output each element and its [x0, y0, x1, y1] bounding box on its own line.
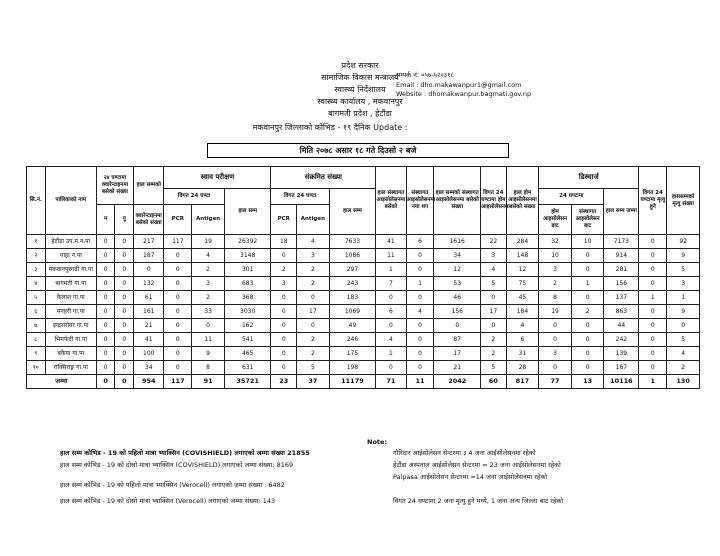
cell-death24: 0	[639, 333, 667, 347]
cell-i-pcr: 0	[271, 319, 297, 333]
cell-c3: 4	[506, 319, 539, 333]
cell-ag: 2	[192, 263, 225, 277]
cell-d-total: 139	[604, 347, 639, 361]
cell-c1: 53	[434, 277, 481, 291]
note-verocell-second: हाल सम्म कोभिड - 19 को दोस्रो मात्रा भ्याक्सिन (Verocell) लगाएको जम्मा संख्या: 143	[60, 497, 276, 505]
cell-i-total: 175	[329, 347, 376, 361]
cell-d-home: 32	[539, 235, 572, 249]
cell-ag: 8	[192, 361, 225, 375]
note-deaths: विगत 24 घण्टामा 2 जना मृत्यु हुने मध्ये, 1 जना अन्य जिल्ला बाट रहेको	[393, 497, 564, 505]
cell-m: 0	[96, 277, 115, 291]
cell-m: 0	[96, 347, 115, 361]
cell-ag: 3	[192, 277, 225, 291]
col-inf-pcr: PCR	[271, 205, 297, 235]
cell-q: 61	[134, 291, 164, 305]
cell-ag: 33	[192, 305, 225, 319]
cell-sn: १	[27, 235, 46, 249]
col-inf-antigen: Antigen	[297, 205, 330, 235]
total-swab: 35721	[224, 375, 271, 389]
cell-p: 0	[115, 305, 134, 319]
cell-p: 0	[115, 361, 134, 375]
cell-death: 3	[667, 277, 700, 291]
cell-m: 0	[96, 333, 115, 347]
cell-d-home: 0	[539, 361, 572, 375]
cell-palika-name: कैलाश गा.पा	[45, 291, 96, 305]
cell-iso-new: 1	[406, 277, 434, 291]
total-iso: 71	[376, 375, 406, 389]
cell-c1: 0	[434, 319, 481, 333]
total-d-inst: 13	[571, 375, 604, 389]
cell-c3: 184	[506, 305, 539, 319]
table-row	[27, 235, 700, 249]
cell-pcr: 0	[164, 277, 192, 291]
cell-d-inst: 0	[571, 291, 604, 305]
date-line: मिति २०७८ असार १८ गते दिउसो २ बजे	[207, 143, 509, 158]
cell-c1: 1616	[434, 235, 481, 249]
cell-iso-new: 0	[406, 319, 434, 333]
total-i-pcr: 23	[271, 375, 297, 389]
cell-iso-new: 0	[406, 291, 434, 305]
cell-i-total: 1069	[329, 305, 376, 319]
total-d-total: 10116	[604, 375, 639, 389]
table-row	[27, 319, 700, 333]
header-line-1: प्रदेश सरकार	[341, 61, 379, 70]
cell-i-pcr: 0	[271, 305, 297, 319]
cell-iso: 41	[376, 235, 406, 249]
cell-i-ag: 0	[297, 291, 330, 305]
cell-iso: 0	[376, 291, 406, 305]
cell-d-home: 2	[539, 277, 572, 291]
cell-c3: 148	[506, 249, 539, 263]
cell-c2: 0	[481, 319, 507, 333]
cell-palika-name: बकैया गा.पा	[45, 347, 96, 361]
cell-m: 0	[96, 361, 115, 375]
notes-title: Note:	[367, 438, 388, 446]
cell-death24: 0	[639, 235, 667, 249]
cell-ag: 19	[192, 235, 225, 249]
col-current-total: हाल सम्मको	[134, 167, 164, 205]
cell-d-home: 3	[539, 347, 572, 361]
cell-iso: 4	[376, 333, 406, 347]
cell-c2: 5	[481, 361, 507, 375]
cell-c2: 17	[481, 305, 507, 319]
cell-pcr: 0	[164, 249, 192, 263]
table-row	[27, 277, 700, 291]
cell-swab: 301	[224, 263, 271, 277]
cell-c1: 46	[434, 291, 481, 305]
cell-swab: 3030	[224, 305, 271, 319]
cell-death: 1	[667, 291, 700, 305]
cell-c3: 28	[506, 361, 539, 375]
cell-c2: 3	[481, 249, 507, 263]
cell-death24: 0	[639, 319, 667, 333]
cell-d-home: 10	[539, 249, 572, 263]
cell-d-inst: 1	[571, 277, 604, 291]
col-swab-antigen: Antigen	[192, 205, 225, 235]
cell-i-ag: 2	[297, 333, 330, 347]
cell-i-ag: 3	[297, 249, 330, 263]
cell-death: 92	[667, 235, 700, 249]
cell-swab: 162	[224, 319, 271, 333]
cell-sn: ८	[27, 333, 46, 347]
total-q: 954	[134, 375, 164, 389]
table-row	[27, 263, 700, 277]
col-pu: पु	[115, 205, 134, 235]
header-line-3: स्वास्थ्य निर्देशालय	[334, 85, 386, 94]
total-m: 0	[96, 375, 115, 389]
cell-death: 5	[667, 333, 700, 347]
cell-c3: 12	[506, 263, 539, 277]
cell-d-inst: 0	[571, 263, 604, 277]
cell-swab: 3148	[224, 249, 271, 263]
cell-c3: 6	[506, 333, 539, 347]
header-line-2: सामाजिक विकास मन्त्रालय	[321, 73, 399, 82]
cell-death: 9	[667, 249, 700, 263]
table-row	[27, 347, 700, 361]
total-c2: 60	[481, 375, 507, 389]
col-age-group: २४ घण्टामा क्वारेन्टाइनमा बसेको संख्या	[96, 167, 133, 205]
cell-swab: 683	[224, 277, 271, 291]
cell-swab: 541	[224, 333, 271, 347]
header-line-4: स्वास्थ्य कार्यालय , मकवानपुर	[317, 97, 403, 106]
cell-pcr: 0	[164, 319, 192, 333]
total-i-total: 11179	[329, 375, 376, 389]
cell-death: 0	[667, 319, 700, 333]
table-row	[27, 361, 700, 375]
cell-pcr: 0	[164, 361, 192, 375]
cell-death24: 0	[639, 347, 667, 361]
cell-p: 0	[115, 333, 134, 347]
cell-q: 0	[134, 263, 164, 277]
cell-q: 41	[134, 333, 164, 347]
col-quarantine: क्वारेन्टाइनमा बसेको संख्या	[134, 205, 164, 235]
cell-d-total: 44	[604, 319, 639, 333]
cell-pcr: 0	[164, 291, 192, 305]
cell-palika-name: भिमफेदी गा.पा	[45, 333, 96, 347]
cell-palika-name: हेटौंडा उप.म.न.पा	[45, 235, 96, 249]
note-covishield-first: हाल सम्म कोभिड - 19 को पहिलो मात्रा भ्याक्सिन (COVISHIELD) लगाएको जम्मा संख्या 21855	[60, 449, 310, 457]
cell-palika-name: इन्द्रसरोवर गा.पा	[45, 319, 96, 333]
cell-m: 0	[96, 291, 115, 305]
note-covishield-second: हाल सम्म कोभिड - 19 को दोस्रो मात्रा भ्याक्सिन (COVISHIELD) लगाएको जम्मा संख्या: 8169	[60, 461, 294, 469]
cell-iso: 11	[376, 249, 406, 263]
cell-pcr: 0	[164, 333, 192, 347]
col-palika: पालिकाको नाम	[45, 167, 96, 235]
cell-palika-name: मकवानपुरगढी गा.पा	[45, 263, 96, 277]
cell-d-total: 914	[604, 249, 639, 263]
cell-iso: 6	[376, 305, 406, 319]
cell-iso: 1	[376, 347, 406, 361]
total-death24: 1	[639, 375, 667, 389]
note-hetauda-hospital: हेटौंडा अस्पताल आईसोलेसन सेन्टरमा = 23 जना आईसोलेसनमा रहेको	[393, 461, 561, 469]
cell-i-total: 297	[329, 263, 376, 277]
total-label: जम्मा	[27, 375, 97, 389]
cell-d-inst: 2	[571, 305, 604, 319]
cell-iso-new: 4	[406, 305, 434, 319]
col-inf-till-now: हाल सम्म	[329, 189, 376, 235]
cell-q: 132	[134, 277, 164, 291]
cell-i-pcr: 2	[271, 263, 297, 277]
cell-pcr: 117	[164, 235, 192, 249]
cell-iso: 0	[376, 361, 406, 375]
cell-p: 0	[115, 347, 134, 361]
col-sn: सि.नं.	[27, 167, 46, 235]
cell-i-pcr: 3	[271, 277, 297, 291]
cell-i-ag: 5	[297, 361, 330, 375]
cell-ag: 9	[192, 347, 225, 361]
cell-d-home: 8	[539, 291, 572, 305]
col-swab-till-now: हाल सम्म	[224, 189, 271, 235]
total-death: 130	[667, 375, 700, 389]
col-iso-current: हाल संस्थागत आइसोलेसनमा बसेको	[376, 167, 406, 235]
cell-i-total: 198	[329, 361, 376, 375]
total-p: 0	[115, 375, 134, 389]
cell-iso-new: 0	[406, 361, 434, 375]
cell-sn: ६	[27, 305, 46, 319]
cell-c2: 2	[481, 333, 507, 347]
col-home-iso-now: हाल होम आइसोलेसनमा बसेको संख्या	[506, 167, 539, 235]
cell-c1: 34	[434, 249, 481, 263]
cell-c3: 45	[506, 291, 539, 305]
cell-i-pcr: 0	[271, 291, 297, 305]
cell-c2: 2	[481, 347, 507, 361]
cell-d-total: 7173	[604, 235, 639, 249]
cell-p: 0	[115, 277, 134, 291]
cell-iso: 7	[376, 277, 406, 291]
cell-d-inst: 0	[571, 333, 604, 347]
cell-d-home: 0	[539, 319, 572, 333]
cell-swab: 26392	[224, 235, 271, 249]
cell-pcr: 0	[164, 347, 192, 361]
cell-c3: 31	[506, 347, 539, 361]
col-discharge-24: 24 घण्टामा	[539, 189, 604, 205]
cell-d-home: 19	[539, 305, 572, 319]
cell-death24: 0	[639, 249, 667, 263]
total-pcr: 117	[164, 375, 192, 389]
cell-i-total: 1086	[329, 249, 376, 263]
cell-i-total: 246	[329, 333, 376, 347]
cell-p: 0	[115, 291, 134, 305]
cell-q: 100	[134, 347, 164, 361]
cell-palika-name: बागमती गा.पा	[45, 277, 96, 291]
col-discharge-inst: संस्थागत आइसोलेसन बाट	[571, 205, 604, 235]
cell-i-ag: 0	[297, 319, 330, 333]
table-row	[27, 249, 700, 263]
cell-pcr: 0	[164, 263, 192, 277]
col-iso-new: संस्थागत आइसोलेसनमा नया थप	[406, 167, 434, 235]
cell-iso-new: 0	[406, 249, 434, 263]
contact-website: Website : dhomakwanpur.bagmati.gov.np	[396, 90, 532, 98]
cell-c1: 156	[434, 305, 481, 319]
cell-ag: 4	[192, 249, 225, 263]
cell-i-total: 183	[329, 291, 376, 305]
cell-ag: 11	[192, 333, 225, 347]
contact-block	[396, 71, 531, 100]
col-swab-pcr: PCR	[164, 205, 192, 235]
cell-d-home: 0	[539, 333, 572, 347]
col-swab-group: स्वाव परीक्षण	[164, 167, 271, 189]
cell-d-total: 156	[604, 277, 639, 291]
total-c1: 2042	[434, 375, 481, 389]
cell-m: 0	[96, 263, 115, 277]
cell-i-total: 243	[329, 277, 376, 291]
cell-iso-new: 6	[406, 235, 434, 249]
col-swab-last24: विगत 24 घण्टा	[164, 189, 225, 205]
col-discharge-home: होम आइसोलेसन बाट	[539, 205, 572, 235]
cell-ag: 2	[192, 291, 225, 305]
cell-i-pcr: 0	[271, 333, 297, 347]
cell-m: 0	[96, 235, 115, 249]
cell-palika-name: थाहा न.पा	[45, 249, 96, 263]
cell-q: 217	[134, 235, 164, 249]
total-ag: 91	[192, 375, 225, 389]
note-verocell-first: हाल सम्म कोभिड - 19 को पहिलो मात्रा भ्याक्सिन (Verocell) लगाएको जम्मा संख्या : 6482	[60, 481, 285, 489]
header-line-6: मकवानपुर जिल्लाको कोभिड - १९ दैनिक Update :	[252, 123, 408, 132]
cell-swab: 631	[224, 361, 271, 375]
cell-c1: 12	[434, 263, 481, 277]
cell-m: 0	[96, 319, 115, 333]
cell-pcr: 0	[164, 305, 192, 319]
cell-c1: 21	[434, 361, 481, 375]
cell-d-total: 137	[604, 291, 639, 305]
table-total-row	[27, 375, 700, 389]
note-gauridar: गौरिदार आईसोलेसन सेन्टरमा ३ 4 जना आईसोलेसनमा रहेको	[393, 449, 536, 457]
cell-d-total: 242	[604, 333, 639, 347]
col-home-iso-total: हाल सम्मको संस्थागत आइसोलेसनमा बसेको संख्या	[434, 167, 481, 235]
cell-c2: 22	[481, 235, 507, 249]
cell-death24: 0	[639, 263, 667, 277]
cell-d-inst: 0	[571, 319, 604, 333]
cell-i-pcr: 18	[271, 235, 297, 249]
note-palpasa: Palpasa आईसोलेसन सेन्टरमा =14 जना आईसोलेसनमा रहेको	[393, 473, 548, 481]
total-i-ag: 37	[297, 375, 330, 389]
cell-c2: 5	[481, 277, 507, 291]
cell-death: 4	[667, 347, 700, 361]
cell-iso-new: 0	[406, 263, 434, 277]
covid-update-table	[26, 166, 700, 389]
cell-m: 0	[96, 249, 115, 263]
cell-c3: 75	[506, 277, 539, 291]
col-death-total: हाससम्मको मृत्यु संख्या	[667, 167, 700, 235]
total-iso-new: 11	[406, 375, 434, 389]
cell-death: 9	[667, 305, 700, 319]
col-inf-last24: विगत 24 घण्टा	[271, 189, 329, 205]
cell-death24: 0	[639, 361, 667, 375]
total-c3: 817	[506, 375, 539, 389]
col-ma: म	[96, 205, 115, 235]
cell-i-ag: 17	[297, 305, 330, 319]
cell-death: 2	[667, 361, 700, 375]
cell-sn: ४	[27, 277, 46, 291]
cell-i-ag: 4	[297, 235, 330, 249]
contact-email: Email : dho.makawanpur1@gmail.com	[396, 80, 522, 89]
cell-i-ag: 2	[297, 347, 330, 361]
cell-c3: 284	[506, 235, 539, 249]
cell-swab: 368	[224, 291, 271, 305]
total-d-home: 77	[539, 375, 572, 389]
cell-q: 21	[134, 319, 164, 333]
cell-d-inst: 10	[571, 235, 604, 249]
cell-sn: ५	[27, 291, 46, 305]
cell-q: 187	[134, 249, 164, 263]
cell-d-total: 863	[604, 305, 639, 319]
cell-sn: ७	[27, 319, 46, 333]
cell-palika-name: राक्सिराङ्ग गा.पा	[45, 361, 96, 375]
cell-iso-new: 0	[406, 347, 434, 361]
cell-ag: 0	[192, 319, 225, 333]
cell-sn: ३	[27, 263, 46, 277]
cell-death: 5	[667, 263, 700, 277]
cell-swab: 465	[224, 347, 271, 361]
header-line-5: बागमती प्रदेश , हेटौंडा	[328, 109, 392, 118]
cell-sn: ९	[27, 347, 46, 361]
cell-p: 0	[115, 263, 134, 277]
cell-iso: 1	[376, 263, 406, 277]
cell-d-total: 281	[604, 263, 639, 277]
cell-q: 34	[134, 361, 164, 375]
cell-p: 0	[115, 235, 134, 249]
col-death24: विगत 24 घण्टामा मृत्यु हुने	[639, 167, 667, 235]
table-row	[27, 291, 700, 305]
cell-i-total: 49	[329, 319, 376, 333]
cell-c1: 87	[434, 333, 481, 347]
table-row	[27, 305, 700, 319]
contact-phone: सम्पर्क नं: ०५७-५२०३१८	[396, 71, 454, 79]
cell-d-total: 167	[604, 361, 639, 375]
cell-death24: 1	[639, 291, 667, 305]
cell-p: 0	[115, 249, 134, 263]
cell-d-home: 3	[539, 263, 572, 277]
col-infected-group: संक्रमित संख्या	[271, 167, 376, 189]
cell-palika-name: मनहरी गा.पा	[45, 305, 96, 319]
cell-iso-new: 0	[406, 333, 434, 347]
cell-i-ag: 2	[297, 263, 330, 277]
cell-i-pcr: 0	[271, 361, 297, 375]
cell-death24: 0	[639, 277, 667, 291]
cell-i-ag: 2	[297, 277, 330, 291]
cell-c2: 4	[481, 263, 507, 277]
cell-m: 0	[96, 305, 115, 319]
cell-iso: 0	[376, 319, 406, 333]
col-discharge-total: हाल सम्म जम्मा	[604, 189, 639, 235]
cell-p: 0	[115, 319, 134, 333]
cell-d-inst: 0	[571, 361, 604, 375]
cell-c2: 0	[481, 291, 507, 305]
cell-death24: 0	[639, 305, 667, 319]
col-home-iso-24: विगत 24 घण्टामा होम आइसोलेसनमा	[481, 167, 507, 235]
cell-i-pcr: 0	[271, 249, 297, 263]
cell-i-total: 7633	[329, 235, 376, 249]
col-discharge-group: डिस्चार्ज	[539, 167, 639, 189]
cell-d-inst: 0	[571, 249, 604, 263]
cell-sn: २	[27, 249, 46, 263]
cell-i-pcr: 0	[271, 347, 297, 361]
table-row	[27, 333, 700, 347]
cell-sn: १०	[27, 361, 46, 375]
cell-d-inst: 0	[571, 347, 604, 361]
cell-q: 161	[134, 305, 164, 319]
cell-c1: 17	[434, 347, 481, 361]
